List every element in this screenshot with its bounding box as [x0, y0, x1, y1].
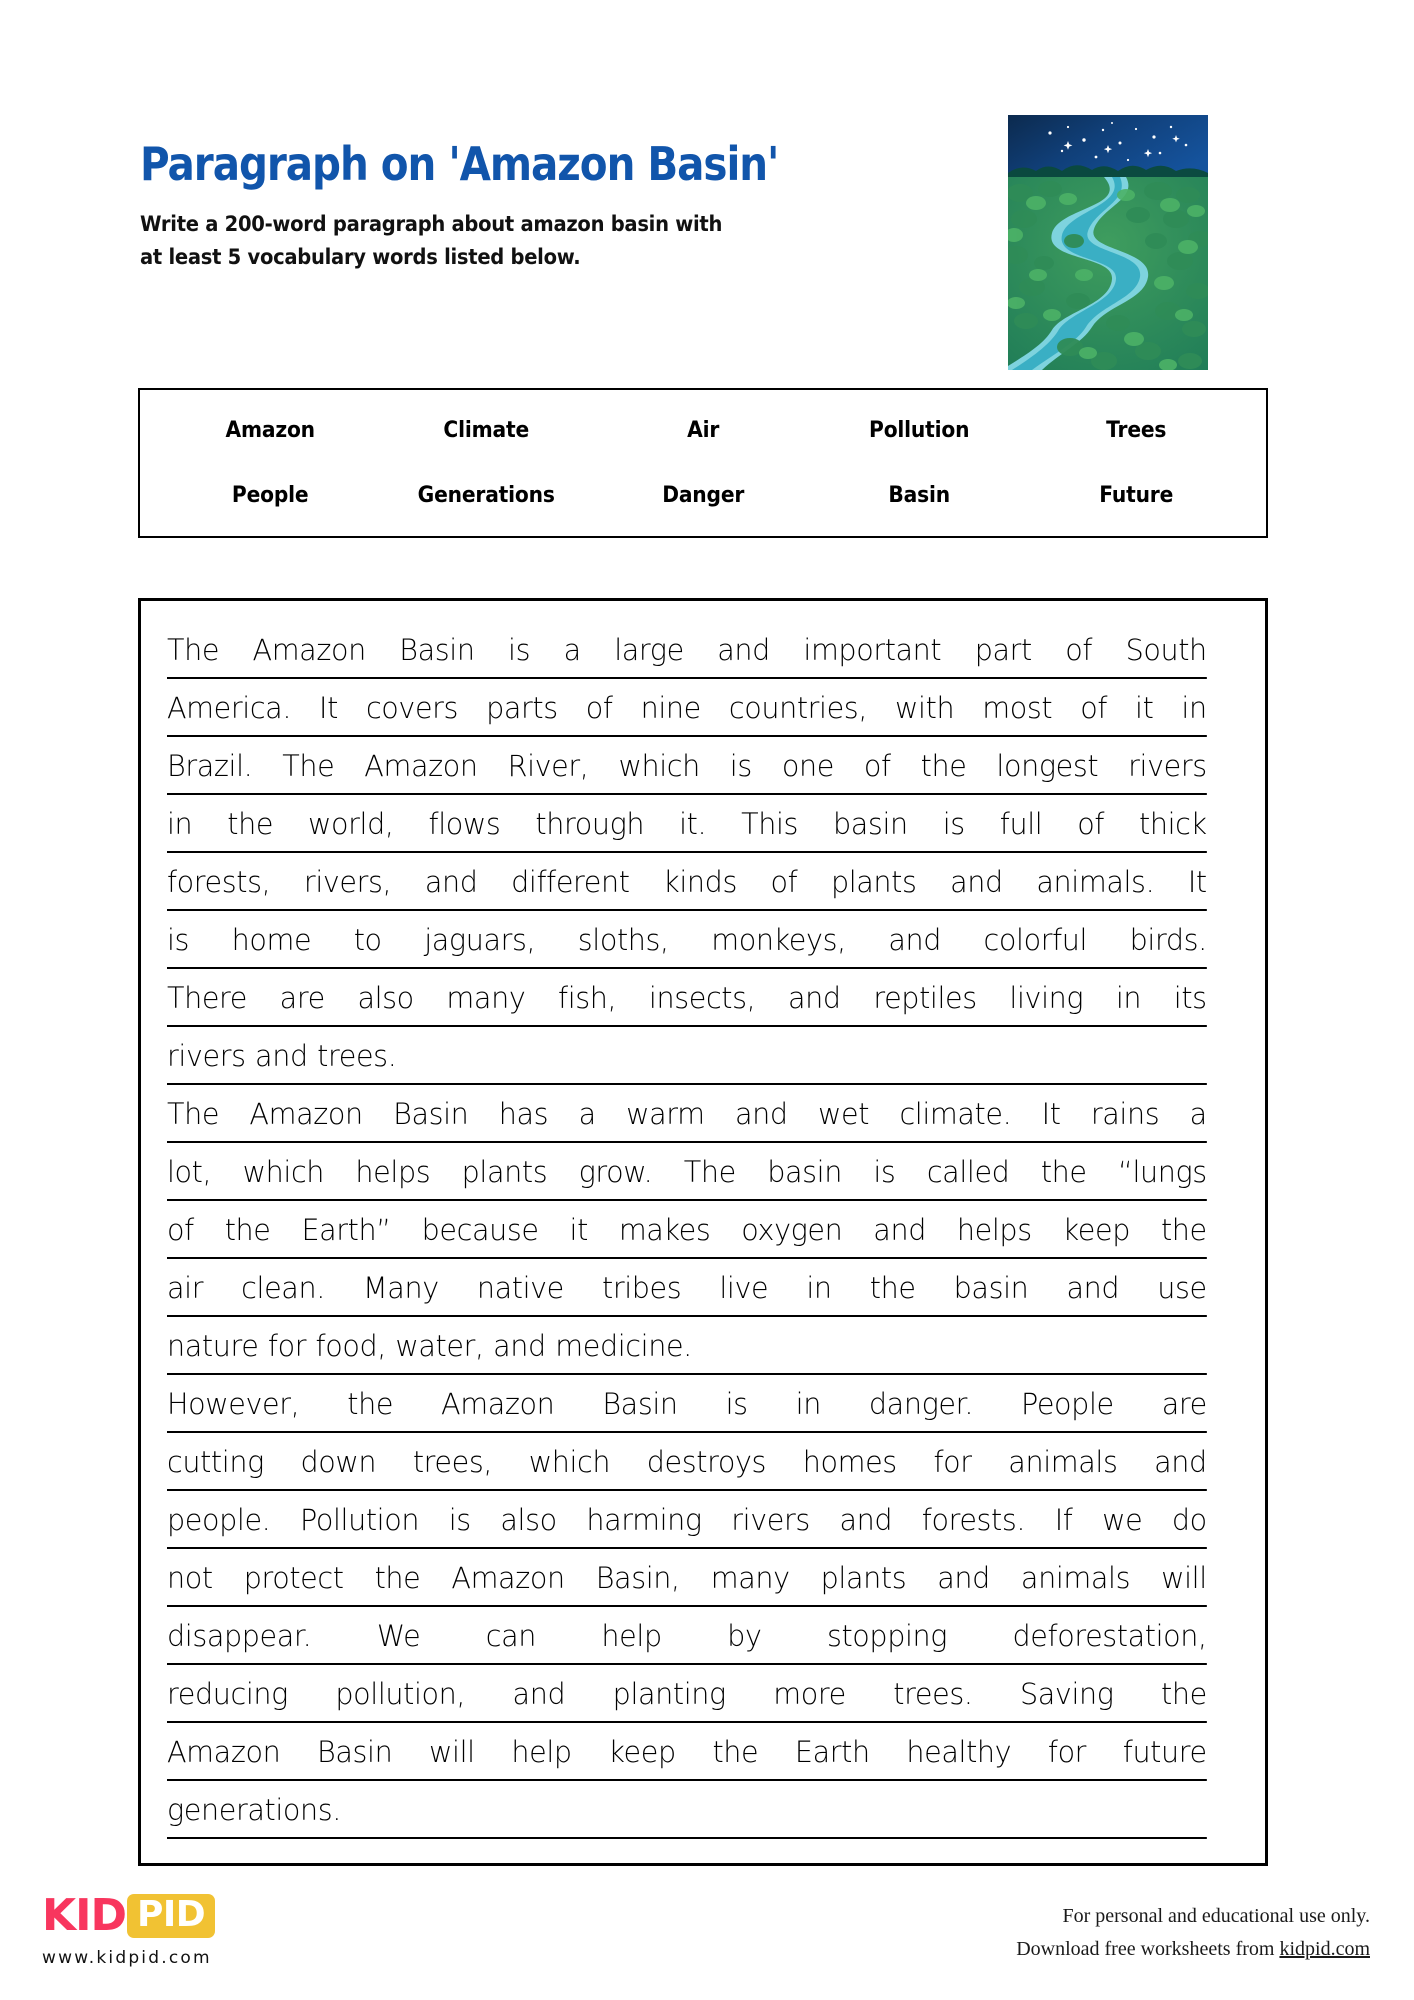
paragraph-word: rivers: [1128, 749, 1207, 783]
paragraph-word: longest: [996, 749, 1099, 783]
paragraph-word: Saving: [1019, 1677, 1114, 1711]
paragraph-word: trees.: [317, 1039, 397, 1073]
paragraph-word: which: [242, 1155, 325, 1189]
paragraph-word: trees,: [412, 1445, 493, 1479]
paragraph-word: fish,: [558, 981, 617, 1015]
paragraph-word: We: [376, 1619, 421, 1653]
paragraph-word: and: [255, 1039, 308, 1073]
paragraph-word: animals: [1008, 1445, 1118, 1479]
vocabulary-word: Pollution: [869, 418, 970, 443]
paragraph-word: basin: [953, 1271, 1029, 1305]
paragraph-word: reptiles: [873, 981, 977, 1015]
kidpid-logo[interactable]: [42, 1890, 402, 1968]
paragraph-word: the: [347, 1387, 394, 1421]
paragraph-word: It: [319, 691, 338, 725]
paragraph-word: of: [863, 749, 891, 783]
paragraph-word: not: [167, 1561, 213, 1595]
paragraph-word: also: [500, 1503, 557, 1537]
paragraph-word: helps: [956, 1213, 1032, 1247]
paragraph-word: The: [683, 1155, 736, 1189]
footer-download-line: [730, 1933, 1370, 1966]
paragraph-word: forests.: [921, 1503, 1026, 1537]
paragraph-word: rivers: [167, 1039, 246, 1073]
paragraph-word: However,: [167, 1387, 300, 1421]
paragraph-word: we: [1102, 1503, 1143, 1537]
paragraph-word: planting: [612, 1677, 726, 1711]
paragraph-word: large: [614, 633, 684, 667]
paragraph-word: to: [353, 923, 382, 957]
paragraph-word: Earth: [794, 1735, 870, 1769]
paragraph-word: of: [585, 691, 613, 725]
paragraph-word: flows: [428, 807, 501, 841]
paragraph-word: Brazil.: [167, 749, 253, 783]
vocabulary-word: Danger: [662, 483, 744, 508]
paragraph-word: If: [1054, 1503, 1073, 1537]
paragraph-word: nine: [640, 691, 701, 725]
paragraph-word: covers: [365, 691, 459, 725]
paragraph-word: is: [448, 1503, 471, 1537]
paragraph-word: generations.: [167, 1793, 341, 1827]
paragraph-word: It: [1187, 865, 1207, 899]
paragraph-word: stopping: [826, 1619, 948, 1653]
paragraph-word: part: [974, 633, 1032, 667]
paragraph-word: water,: [395, 1329, 484, 1363]
paragraph-line: [167, 1491, 1207, 1549]
paragraph-word: has: [498, 1097, 549, 1131]
paragraph-word: This: [741, 807, 799, 841]
paragraph-line: [167, 1201, 1207, 1259]
paragraph-word: basin: [767, 1155, 842, 1189]
paragraph-word: with: [895, 691, 955, 725]
paragraph-word: do: [1171, 1503, 1207, 1537]
paragraph-word: colorful: [983, 923, 1088, 957]
paragraph-word: makes: [618, 1213, 711, 1247]
footer-download-prefix: Download free worksheets from: [1016, 1938, 1280, 1960]
paragraph-word: “lungs: [1118, 1155, 1207, 1189]
paragraph-line: [167, 1723, 1207, 1781]
paragraph-word: and: [888, 923, 942, 957]
paragraph-word: animals.: [1036, 865, 1155, 899]
paragraph-word: different: [511, 865, 630, 899]
paragraph-word: and: [493, 1329, 546, 1363]
paragraph-line: [167, 679, 1207, 737]
paragraph-word: People: [1020, 1387, 1114, 1421]
paragraph-word: the: [374, 1561, 421, 1595]
paragraph-word: countries,: [728, 691, 868, 725]
paragraph-word: for: [267, 1329, 307, 1363]
paragraph-word: rains: [1090, 1097, 1160, 1131]
paragraph-word: world,: [308, 807, 394, 841]
paragraph-word: Basin: [393, 1097, 469, 1131]
paragraph-text: [167, 621, 1239, 1839]
paragraph-word: for: [933, 1445, 972, 1479]
paragraph-word: the: [712, 1735, 759, 1769]
paragraph-word: are: [1161, 1387, 1207, 1421]
paragraph-word: and: [512, 1677, 566, 1711]
paragraph-word: more: [773, 1677, 846, 1711]
paragraph-word: pollution,: [335, 1677, 466, 1711]
paragraph-word: harming: [586, 1503, 702, 1537]
paragraph-word: of: [1065, 633, 1093, 667]
paragraph-word: a: [578, 1097, 596, 1131]
paragraph-line: [167, 1143, 1207, 1201]
footer-usage-line: For personal and educational use only.: [1062, 1905, 1370, 1927]
paragraph-word: a: [1189, 1097, 1207, 1131]
paragraph-word: Amazon: [451, 1561, 565, 1595]
paragraph-word: It: [1041, 1097, 1061, 1131]
logo-website-url: www.kidpid.com: [42, 1948, 212, 1968]
paragraph-word: South: [1125, 633, 1207, 667]
paragraph-word: The: [282, 749, 335, 783]
paragraph-word: food,: [315, 1329, 386, 1363]
worksheet-instructions: [140, 208, 977, 273]
instruction-line-1: Write a 200-word paragraph about amazon basin with: [140, 212, 723, 237]
paragraph-word: plants: [830, 865, 917, 899]
paragraph-word: the: [920, 749, 967, 783]
paragraph-word: parts: [486, 691, 558, 725]
paragraph-word: living: [1009, 981, 1084, 1015]
paragraph-line: [167, 1317, 1207, 1375]
paragraph-word: in: [795, 1387, 821, 1421]
paragraph-word: medicine.: [555, 1329, 692, 1363]
paragraph-word: Many: [363, 1271, 439, 1305]
paragraph-word: clean.: [241, 1271, 325, 1305]
paragraph-word: also: [357, 981, 414, 1015]
paragraph-word: and: [424, 865, 478, 899]
paragraph-word: one: [781, 749, 834, 783]
paragraph-word: reducing: [167, 1677, 288, 1711]
paragraph-word: There: [167, 981, 248, 1015]
paragraph-word: in: [1181, 691, 1207, 725]
paragraph-word: a: [563, 633, 581, 667]
paragraph-word: it: [569, 1213, 588, 1247]
paragraph-word: of: [1080, 691, 1108, 725]
instruction-line-2: at least 5 vocabulary words listed below.: [140, 244, 581, 269]
paragraph-line: [167, 1433, 1207, 1491]
paragraph-word: rivers: [731, 1503, 810, 1537]
paragraph-line: [167, 1375, 1207, 1433]
paragraph-word: Basin: [399, 633, 475, 667]
paragraph-line: [167, 1549, 1207, 1607]
paragraph-word: Amazon: [252, 633, 366, 667]
paragraph-word: Pollution: [299, 1503, 420, 1537]
paragraph-word: air: [167, 1271, 204, 1305]
paragraph-word: Amazon: [364, 749, 478, 783]
paragraph-word: cutting: [167, 1445, 264, 1479]
paragraph-line: [167, 795, 1207, 853]
paragraph-word: the: [869, 1271, 916, 1305]
paragraph-word: animals: [1020, 1561, 1131, 1595]
paragraph-word: many: [446, 981, 526, 1015]
paragraph-word: Amazon: [167, 1735, 281, 1769]
paragraph-word: forests,: [167, 865, 271, 899]
vocabulary-box: [138, 388, 1268, 538]
paragraph-word: down: [300, 1445, 377, 1479]
paragraph-line: [167, 1781, 1207, 1839]
paragraph-word: most: [982, 691, 1053, 725]
page-title: Paragraph on 'Amazon Basin': [140, 137, 779, 191]
vocabulary-word: People: [231, 483, 309, 508]
paragraph-word: many: [710, 1561, 790, 1595]
paragraph-word: is: [942, 807, 965, 841]
paragraph-line: [167, 1259, 1207, 1317]
paragraph-word: lot,: [167, 1155, 212, 1189]
paragraph-word: and: [873, 1213, 926, 1247]
paragraph-word: wet: [818, 1097, 870, 1131]
paragraph-word: keep: [1062, 1213, 1131, 1247]
paragraph-word: help: [511, 1735, 572, 1769]
logo-pid-badge: PID: [127, 1894, 215, 1938]
paragraph-word: the: [227, 807, 274, 841]
paragraph-word: rivers,: [303, 865, 392, 899]
paragraph-word: Basin,: [595, 1561, 680, 1595]
vocabulary-row-2: [162, 463, 1244, 528]
paragraph-word: the: [1040, 1155, 1087, 1189]
logo-kid-text: KID: [42, 1890, 126, 1941]
vocabulary-word: Air: [686, 418, 720, 443]
paragraph-word: help: [601, 1619, 662, 1653]
paragraph-word: destroys: [646, 1445, 767, 1479]
paragraph-line: [167, 969, 1207, 1027]
paragraph-word: the: [224, 1213, 271, 1247]
paragraph-word: in: [806, 1271, 832, 1305]
answer-paragraph-box[interactable]: [138, 598, 1268, 1866]
paragraph-word: tribes: [601, 1271, 682, 1305]
paragraph-word: thick: [1139, 807, 1207, 841]
paragraph-word: is: [725, 1387, 748, 1421]
paragraph-word: Amazon: [441, 1387, 555, 1421]
paragraph-word: in: [1115, 981, 1142, 1015]
paragraph-word: which: [618, 749, 700, 783]
paragraph-line: [167, 621, 1207, 679]
paragraph-word: kinds: [663, 865, 737, 899]
paragraph-word: The: [167, 633, 220, 667]
paragraph-word: disappear.: [167, 1619, 312, 1653]
paragraph-word: home: [231, 923, 312, 957]
paragraph-line: [167, 853, 1207, 911]
paragraph-word: helps: [355, 1155, 431, 1189]
paragraph-line: [167, 1085, 1207, 1143]
paragraph-word: and: [717, 633, 770, 667]
paragraph-word: is: [873, 1155, 896, 1189]
paragraph-word: its: [1173, 981, 1207, 1015]
paragraph-word: monkeys,: [711, 923, 846, 957]
vocabulary-word: Basin: [888, 483, 951, 508]
paragraph-word: keep: [608, 1735, 676, 1769]
header: [140, 137, 1040, 273]
paragraph-word: is: [508, 633, 531, 667]
paragraph-word: the: [1161, 1677, 1207, 1711]
paragraph-word: America.: [167, 691, 292, 725]
paragraph-word: oxygen: [741, 1213, 843, 1247]
paragraph-word: of: [1077, 807, 1105, 841]
paragraph-word: through: [535, 807, 645, 841]
paragraph-word: plants: [461, 1155, 548, 1189]
paragraph-line: [167, 911, 1207, 969]
paragraph-word: Basin: [317, 1735, 393, 1769]
vocabulary-word: Amazon: [225, 418, 315, 443]
kidpid-link[interactable]: kidpid.com: [1279, 1938, 1370, 1960]
paragraph-word: jaguars,: [424, 923, 536, 957]
paragraph-word: because: [421, 1213, 539, 1247]
paragraph-word: can: [485, 1619, 536, 1653]
paragraph-word: for: [1047, 1735, 1087, 1769]
paragraph-word: is: [729, 749, 752, 783]
paragraph-word: climate.: [899, 1097, 1012, 1131]
paragraph-word: of: [770, 865, 798, 899]
paragraph-word: native: [476, 1271, 564, 1305]
paragraph-word: protect: [243, 1561, 344, 1595]
paragraph-word: which: [528, 1445, 611, 1479]
paragraph-line: [167, 1027, 1207, 1085]
paragraph-word: sloths,: [577, 923, 669, 957]
paragraph-word: by: [727, 1619, 762, 1653]
paragraph-word: will: [1161, 1561, 1207, 1595]
footer-note: [730, 1900, 1370, 1966]
paragraph-word: deforestation,: [1012, 1619, 1207, 1653]
paragraph-word: homes: [802, 1445, 897, 1479]
paragraph-word: are: [279, 981, 325, 1015]
paragraph-word: important: [803, 633, 942, 667]
paragraph-line: [167, 1665, 1207, 1723]
paragraph-word: trees.: [893, 1677, 973, 1711]
paragraph-line: [167, 737, 1207, 795]
paragraph-word: and: [734, 1097, 788, 1131]
paragraph-word: basin: [833, 807, 908, 841]
paragraph-word: and: [1066, 1271, 1120, 1305]
paragraph-word: healthy: [906, 1735, 1012, 1769]
paragraph-word: birds.: [1129, 923, 1207, 957]
paragraph-word: grow.: [578, 1155, 653, 1189]
paragraph-word: people.: [167, 1503, 271, 1537]
paragraph-word: insects,: [648, 981, 756, 1015]
paragraph-word: and: [937, 1561, 990, 1595]
paragraph-word: and: [839, 1503, 893, 1537]
paragraph-word: it: [1135, 691, 1154, 725]
paragraph-word: in: [167, 807, 193, 841]
paragraph-word: full: [999, 807, 1043, 841]
paragraph-word: Amazon: [249, 1097, 363, 1131]
paragraph-word: called: [926, 1155, 1010, 1189]
paragraph-word: live: [719, 1271, 769, 1305]
paragraph-word: use: [1157, 1271, 1207, 1305]
paragraph-word: and: [787, 981, 841, 1015]
logo-mark: [42, 1890, 402, 1942]
paragraph-word: plants: [820, 1561, 907, 1595]
paragraph-word: is: [167, 923, 190, 957]
vocabulary-row-1: [162, 398, 1244, 463]
paragraph-word: and: [1154, 1445, 1207, 1479]
paragraph-word: and: [950, 865, 1003, 899]
paragraph-word: the: [1160, 1213, 1207, 1247]
paragraph-word: nature: [167, 1329, 259, 1363]
vocabulary-word: Trees: [1105, 418, 1166, 443]
paragraph-word: future: [1122, 1735, 1207, 1769]
paragraph-word: Earth”: [301, 1213, 391, 1247]
vocabulary-word: Future: [1098, 483, 1173, 508]
paragraph-word: danger.: [868, 1387, 974, 1421]
vocabulary-word: Climate: [443, 418, 530, 443]
paragraph-word: of: [167, 1213, 194, 1247]
paragraph-word: Basin: [602, 1387, 678, 1421]
paragraph-word: River,: [507, 749, 589, 783]
paragraph-word: will: [429, 1735, 475, 1769]
vocabulary-word: Generations: [418, 483, 556, 508]
paragraph-word: The: [167, 1097, 220, 1131]
amazon-rainforest-illustration: [1008, 115, 1208, 370]
paragraph-word: it.: [679, 807, 707, 841]
paragraph-line: [167, 1607, 1207, 1665]
paragraph-word: warm: [626, 1097, 705, 1131]
